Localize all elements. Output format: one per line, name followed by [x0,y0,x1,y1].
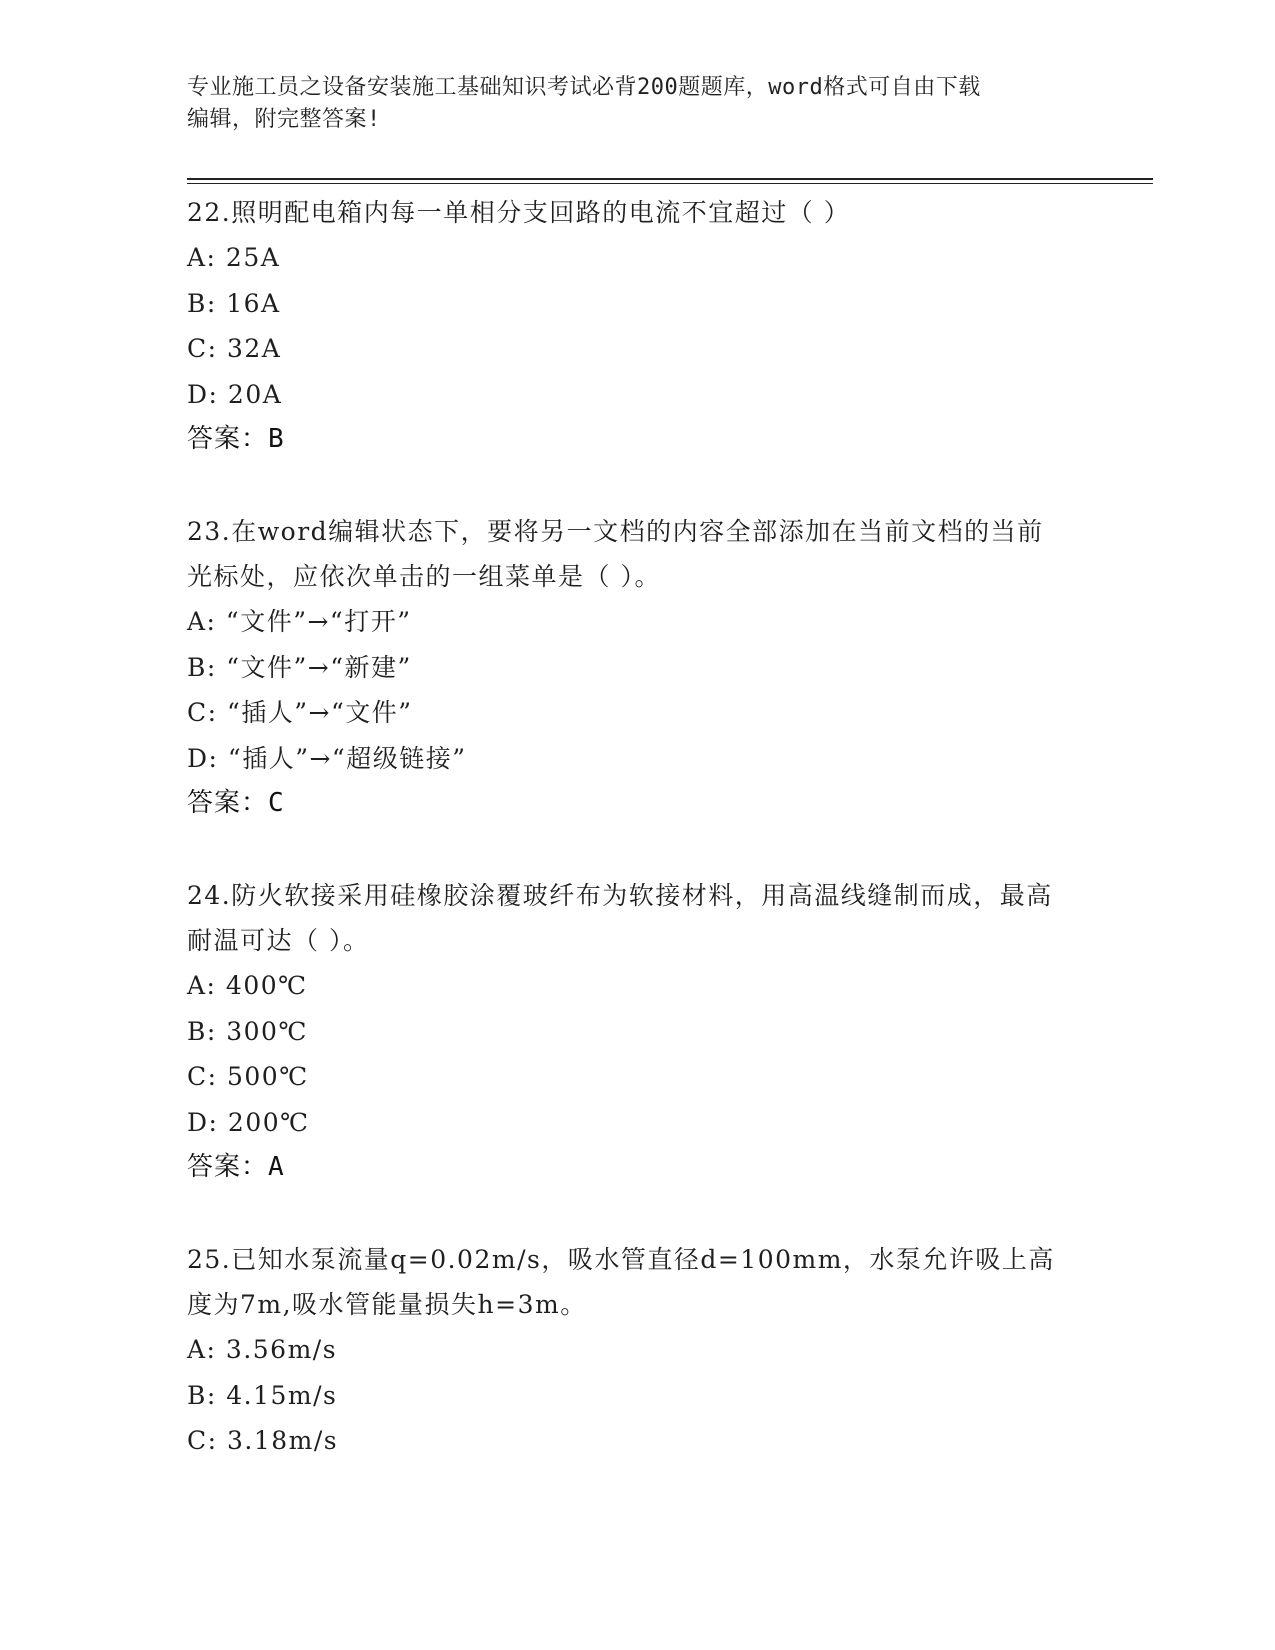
option-b: B: “文件”→“新建” [187,652,412,682]
question-22 [187,190,1067,462]
option-a: A: 25A [187,243,281,272]
question-24 [187,873,1067,1190]
option-b: B: 4.15m/s [187,1380,338,1410]
question-text: 22.照明配电箱内每一单相分支回路的电流不宜超过（ ） [187,198,851,227]
answer-line: 答案：C [187,788,285,818]
option-d: D: “插人”→“超级链接” [187,743,467,773]
option-d: D: 20A [187,379,283,409]
question-text: 25.已知水泵流量q=0.02m/s，吸水管直径d=100mm，水泵允许吸上高度为7m,吸水管能量损失h=3m。 [187,1245,1055,1319]
option-c: C: 3.18m/s [187,1426,339,1455]
question-list [187,190,1067,1511]
question-25 [187,1237,1067,1464]
option-a: A: 3.56m/s [187,1335,338,1364]
header-divider-thick [187,178,1153,180]
header-line-2: 编辑，附完整答案! [187,107,381,132]
option-d: D: 200℃ [187,1107,310,1137]
header-line-1: 专业施工员之设备安装施工基础知识考试必背200题题库，word格式可自由下载 [187,75,981,100]
question-text: 23.在word编辑状态下，要将另一文档的内容全部添加在当前文档的当前光标处，应依次单击的一组菜单是（ ）。 [187,517,1044,591]
question-text: 24.防火软接采用硅橡胶涂覆玻纤布为软接材料，用高温线缝制而成，最高耐温可达（ ）。 [187,881,1053,955]
option-c: C: 500℃ [187,1062,309,1091]
document-header [187,72,1067,136]
option-c: C: “插人”→“文件” [187,698,413,727]
question-23 [187,509,1067,826]
option-c: C: 32A [187,334,282,363]
header-divider-thin [187,183,1153,184]
answer-line: 答案：A [187,1152,285,1182]
option-a: A: 400℃ [187,971,308,1000]
option-b: B: 16A [187,288,281,318]
option-a: A: “文件”→“打开” [187,607,412,636]
answer-line: 答案：B [187,424,285,454]
option-b: B: 300℃ [187,1016,308,1046]
